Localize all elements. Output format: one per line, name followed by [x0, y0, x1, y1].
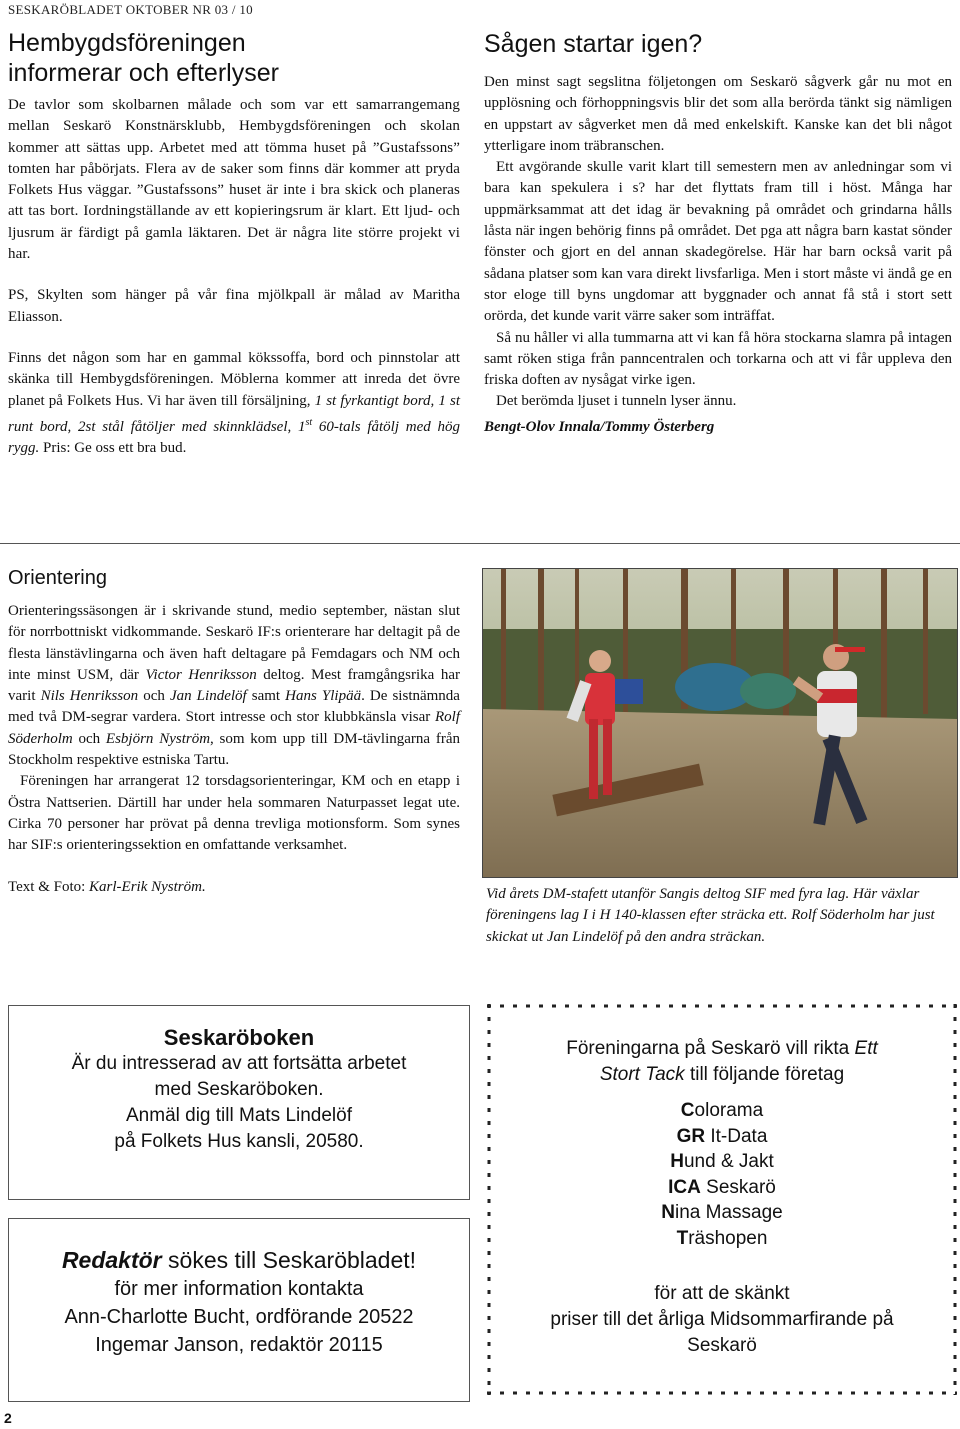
company-item	[499, 1149, 945, 1175]
newsletter-header: SESKARÖBLADET OKTOBER NR 03 / 10	[8, 2, 253, 17]
redaktor-heading-rest: sökes till Seskaröbladet!	[161, 1247, 417, 1273]
hembygd-paragraph-2: PS, Skylten som hänger på vår fina mjölkpall är målad av Maritha Eliasson.	[8, 287, 460, 325]
seskaroboken-box	[8, 1005, 470, 1200]
company-initial: N	[661, 1202, 675, 1223]
o-person: Jan Lindelöf	[169, 688, 247, 705]
seskaroboken-heading: Seskaröboken	[163, 1025, 315, 1050]
company-item	[499, 1200, 945, 1226]
sagen-signature: Bengt-Olov Innala/Tommy Österberg	[484, 418, 715, 435]
article-sagen-body	[484, 72, 952, 438]
p3-sup: st	[305, 416, 313, 428]
p3-text-b: Pris: Ge oss ett bra bud.	[39, 440, 187, 457]
border-top-dots	[487, 1004, 957, 1008]
border-right-dots	[953, 1004, 957, 1395]
orientering-paragraph-2: Föreningen har arrangerat 12 torsdagsorienteringar, KM och en etapp i Östra Nattserien. Därtill har under hela sommaren Naturpasset legat ute. Cirka 70 personer har prövat på denna trevliga motionsform. Som synes har SIF:s orienteringssektion en omfattande verksamhet.	[8, 773, 460, 854]
p3-text-a: Finns det någon som har en gammal kökssoffa, bord och pinnstolar att skänka till Hembygdsföreningen. Möblerna kommer att inreda det övre planet på Folkets Hus. Vi har även till försäljning,	[8, 349, 460, 409]
company-rest: und & Jakt	[683, 1151, 774, 1172]
o-person: Hans Ylipää	[285, 688, 362, 705]
redaktor-line-1: för mer information kontakta	[114, 1278, 364, 1300]
o-text: och	[138, 688, 170, 705]
credit-name: Karl-Erik Nyström.	[89, 878, 206, 895]
title-line-1: Hembygdsföreningen	[8, 29, 246, 57]
sagen-paragraph-3: Så nu håller vi alla tummarna att vi kan få höra stockarna slamra på intagen samt röken stiga från panncentralen och torkarna och att vi får uppleva den friska doften av nysågat virke igen.	[484, 329, 952, 389]
seskaroboken-line-2: med Seskaröboken.	[154, 1079, 324, 1100]
company-item	[499, 1226, 945, 1252]
company-item	[499, 1098, 945, 1124]
tack-outro-1: för att de skänkt	[654, 1283, 790, 1304]
sagen-paragraph-1: Den minst sagt segslitna följetongen om Seskarö sågverk går nu mot en upplösning och förhoppningsvis blir det som alla berörda tänkt sig nämligen en uppstart av sågverket men då med enkelskift. Kanske kan det bli något ytterligare inom träbranschen.	[484, 74, 952, 154]
hembygd-paragraph-3	[8, 348, 460, 459]
company-rest: Seskarö	[700, 1176, 776, 1198]
redaktor-heading	[9, 1245, 469, 1275]
o-person: Nils Henriksson	[40, 688, 139, 705]
orientering-paragraph-1	[8, 601, 460, 771]
p3-italic-b: 60-tals fåtölj med hög rygg.	[8, 418, 460, 457]
photo-caption: Vid årets DM-stafett utanför Sangis deltog SIF med fyra lag. Här växlar föreningens lag I i H 140-klassen efter sträcka ett. Rolf Söderholm har just skickat ut Jan Lindelöf på den andra sträckan.	[486, 886, 935, 945]
company-item	[499, 1175, 945, 1201]
redaktor-box	[8, 1218, 470, 1402]
sagen-paragraph-2: Ett avgörande skulle varit klart till semestern men av anledningar som vi bara kan spekulera i s? har det flyttats fram till i höst. Många har uppmärksammat att det idag är bevakning på området och grindarna hålls låsta när ingen behörig finns på området. Det pga att några barn kastat sönder fönster och gjort en del annan skadegörelse. Här har barn också varit på sådana platser som kan vara direkt livsfarliga. Men i stort måste vi ändå ge en stor eloge till byns ungdomar att byggnader och annat få stå i stort sett orörda, det kunde varit värre saker som inträffat.	[484, 159, 952, 325]
tack-intro-ett: Ett	[854, 1038, 878, 1059]
o-text: . De sistnämnda med två DM-segrar vardera. Stort intresse och stor klubbkänsla visar	[8, 688, 460, 726]
tack-content	[499, 1014, 945, 1385]
seskaroboken-line-3: Anmäl dig till Mats Lindelöf	[126, 1105, 352, 1126]
tack-intro-a: Föreningarna på Seskarö vill rikta	[566, 1038, 855, 1059]
article-orientering-title: Orientering	[8, 567, 107, 589]
o-person: Rolf Söderholm	[8, 709, 460, 747]
company-initial: C	[680, 1100, 695, 1121]
redaktor-line-3: Ingemar Janson, redaktör 20115	[95, 1334, 383, 1356]
article-orientering-body	[8, 601, 460, 898]
tack-intro-stort-tack: Stort Tack	[599, 1064, 685, 1085]
border-bottom-dots	[487, 1391, 957, 1395]
tack-intro	[499, 1036, 945, 1088]
o-text: , som kom upp till DM-tävlingarna från Stockholm respektive estniska Tartu.	[8, 730, 460, 769]
company-rest: olorama	[694, 1100, 764, 1121]
tack-outro-2: priser till det årliga Midsommarfirande på	[550, 1309, 894, 1330]
company-initial: H	[670, 1151, 684, 1172]
redaktor-heading-bold: Redaktör	[61, 1247, 162, 1273]
o-text: deltog. Mest framgångsrika har varit	[8, 666, 460, 705]
p3-italic-a: 1 st fyrkantigt bord, 1 st runt bord, 2st stål fåtöljer med skinnklädsel, 1	[8, 392, 460, 435]
o-text: samt	[246, 688, 286, 705]
company-rest: ina Massage	[675, 1202, 783, 1223]
company-initial: GR	[676, 1125, 706, 1147]
orientering-credit	[8, 877, 460, 898]
article-hembygd-body	[8, 95, 460, 459]
company-initial: ICA	[668, 1176, 701, 1198]
title-line-2: informerar och efterlyser	[8, 59, 279, 87]
seskaroboken-line-4: på Folkets Hus kansli, 20580.	[114, 1131, 364, 1152]
company-item	[499, 1124, 945, 1150]
sagen-paragraph-4: Det berömda ljuset i tunneln lyser ännu.	[496, 393, 737, 410]
redaktor-line-2: Ann-Charlotte Bucht, ordförande 20522	[64, 1306, 414, 1328]
tack-intro-b: till följande företag	[684, 1064, 845, 1085]
company-rest: räshopen	[688, 1227, 768, 1249]
tack-outro	[499, 1281, 945, 1359]
o-text: och	[72, 730, 106, 747]
o-person: Victor Henriksson	[145, 666, 257, 683]
tack-box	[487, 1004, 957, 1395]
company-rest: It-Data	[705, 1125, 768, 1147]
credit-label: Text & Foto:	[8, 878, 90, 895]
photo-illustration	[483, 569, 957, 877]
orienteering-photo	[482, 568, 958, 878]
company-list	[499, 1098, 945, 1251]
hembygd-paragraph-1: De tavlor som skolbarnen målade och som var ett samarrangemang mellan Seskarö Konstnärsklubb, Hembygdsföreningen och skolan kommer att sättas upp. Arbetet med att tömma huset på ”Gustafssons” tomten har påbörjats. Flera av de saker som finns där kommer att pryda Folkets Hus väggar. ”Gustafssons” huset är inte i bra skick och planeras att tas bort. Iordningställande av ett kopieringsrum är klart. Ett ljud- och ljusrum är färdigt på gamla läktaren. Det är några lite större projekt vi har.	[8, 97, 460, 263]
section-divider	[0, 543, 960, 544]
o-person: Esbjörn Nyström	[105, 730, 211, 747]
border-left-dots	[487, 1004, 491, 1395]
o-text: Orienteringssäsongen är i skrivande stund, medio september, nästan slut för norrbottniskt vidkommande. Seskarö IF:s orienterare har deltagit på de flesta länstävlingarna och även haft deltagare på Femdagars och NM och inte minst USM, där	[8, 603, 460, 683]
page-number: 2	[4, 1410, 12, 1426]
article-sagen-title: Sågen startar igen?	[484, 30, 703, 58]
company-initial: T	[676, 1227, 689, 1249]
article-hembygd-title	[8, 28, 468, 88]
seskaroboken-line-1: Är du intresserad av att fortsätta arbetet	[71, 1053, 407, 1074]
tack-outro-3: Seskarö	[687, 1335, 757, 1356]
